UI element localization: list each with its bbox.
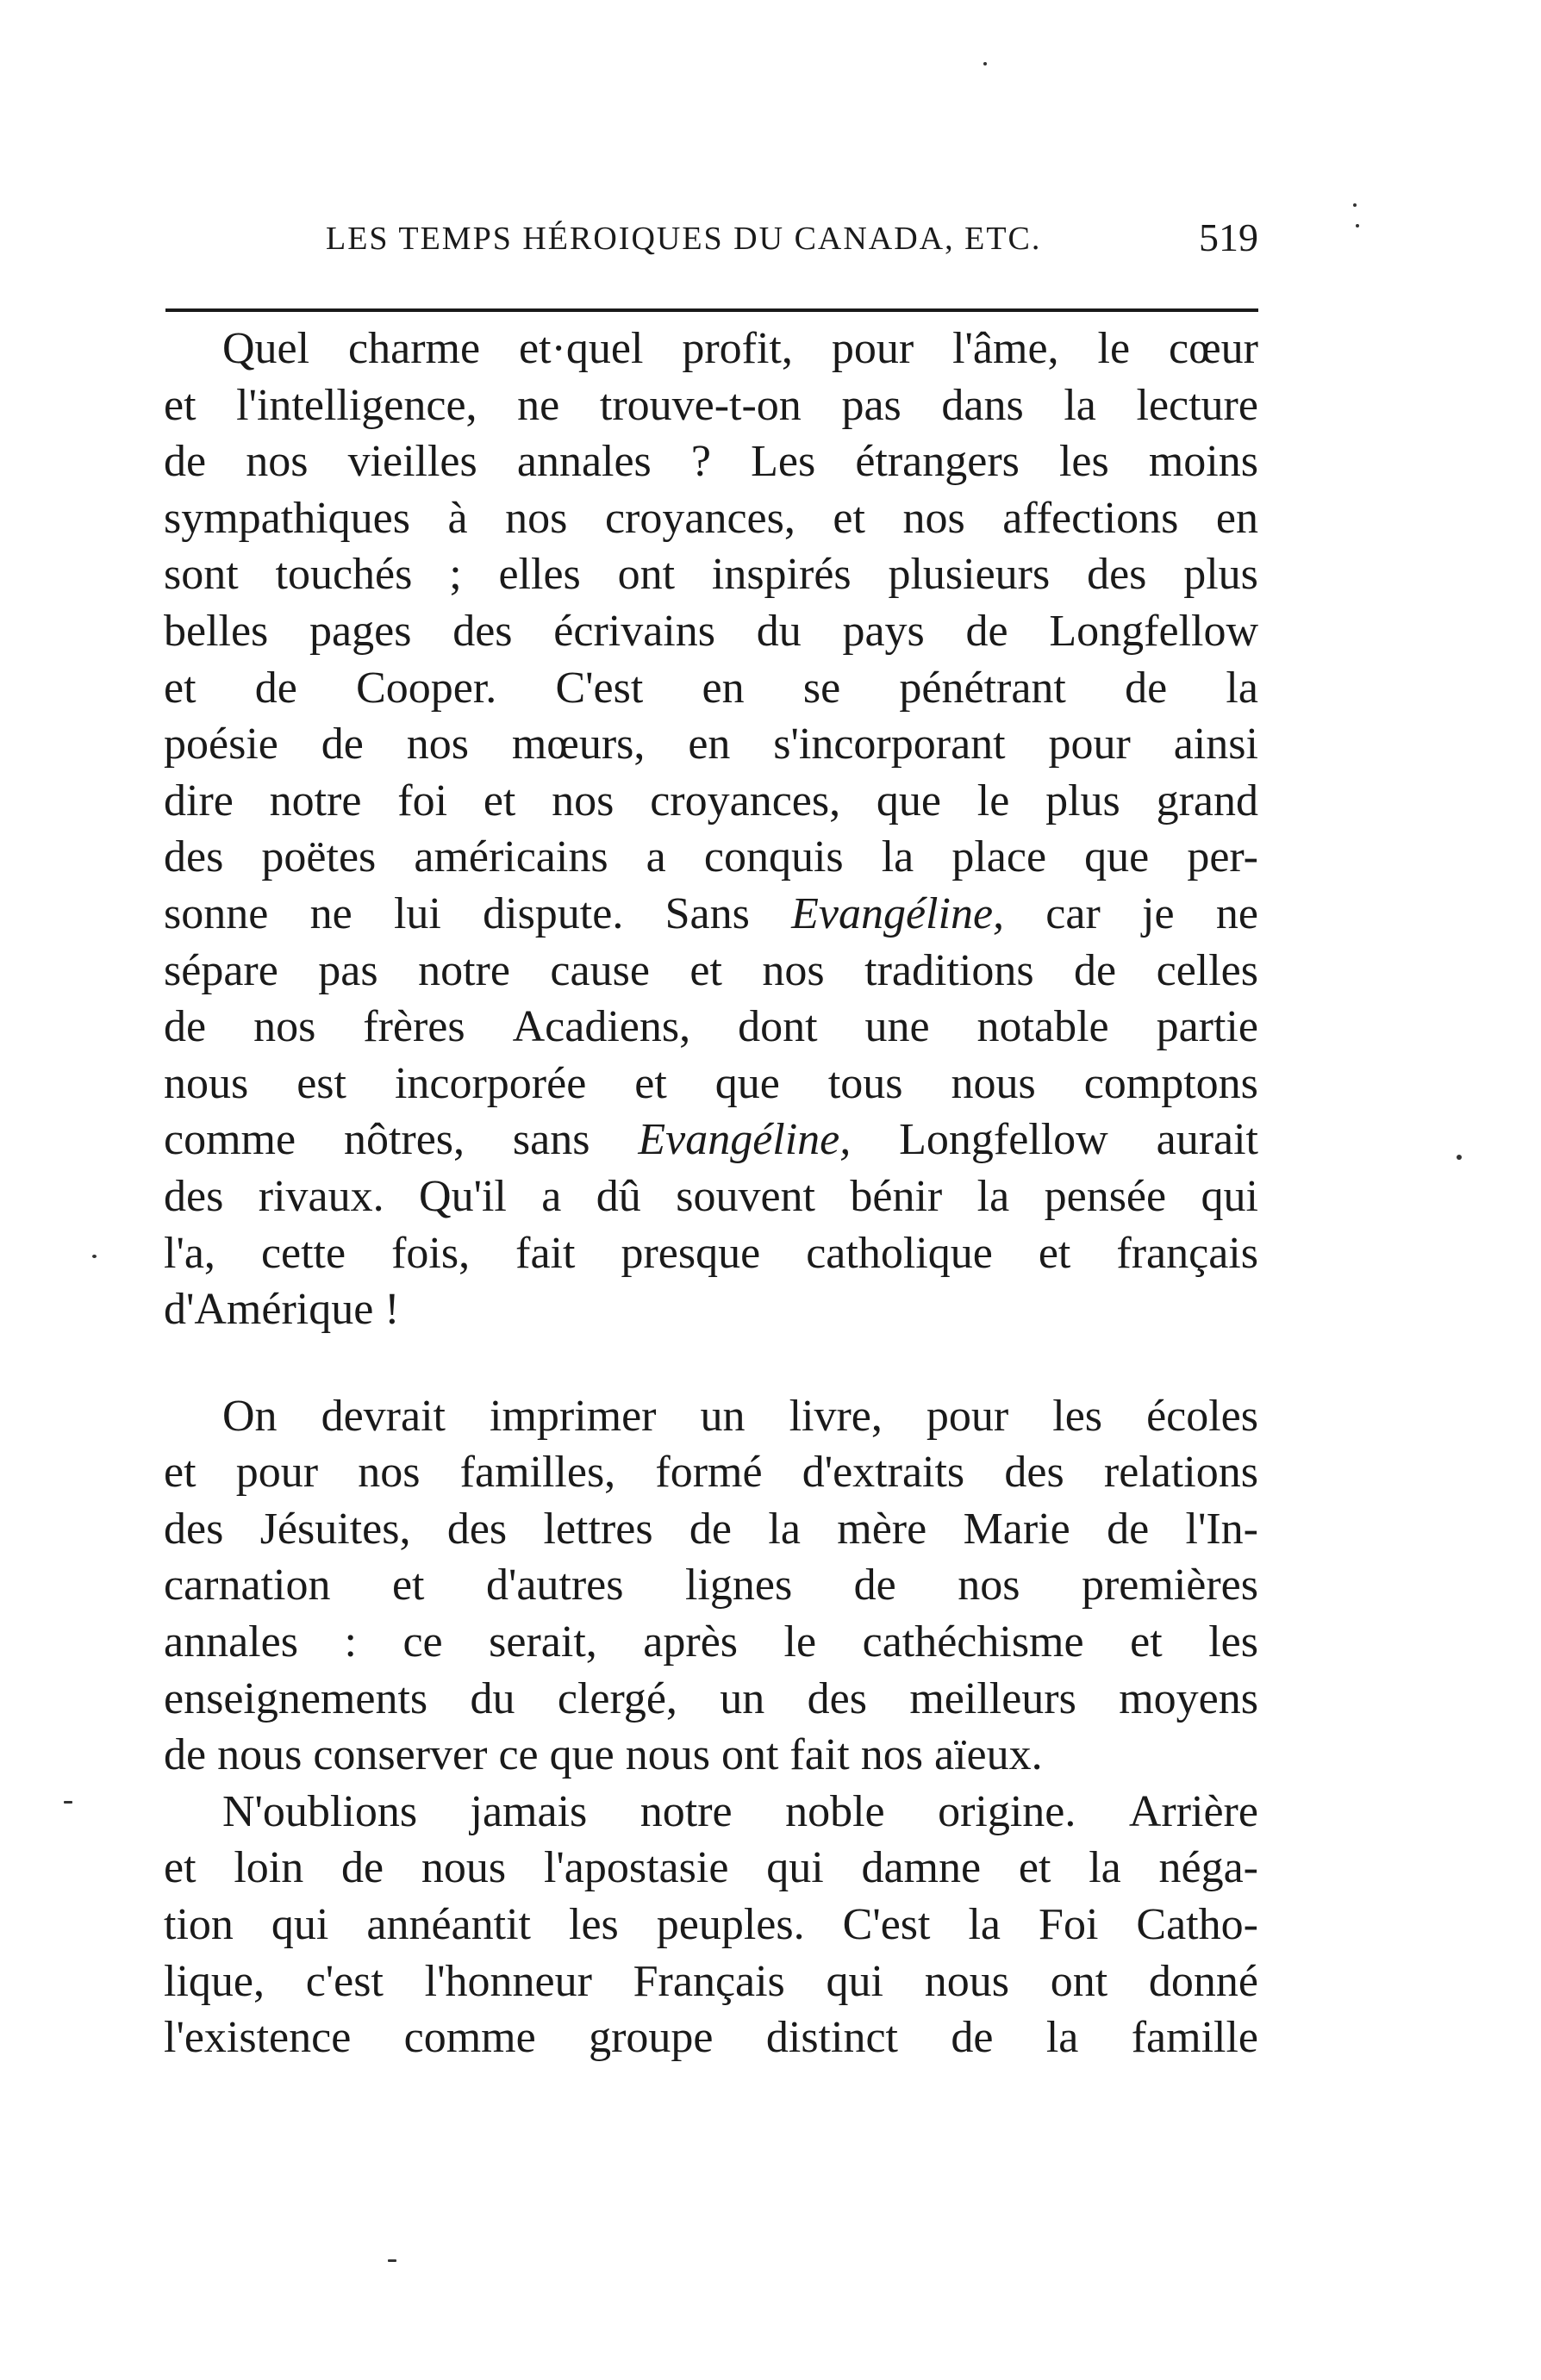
word: lettres (543, 1504, 653, 1554)
word: de (853, 1561, 896, 1611)
word: famille (1131, 2013, 1258, 2063)
word: peuples. (656, 1900, 805, 1950)
word: aïeux. (933, 1730, 1043, 1780)
word: formé (655, 1448, 763, 1498)
word: dire (164, 776, 234, 826)
word: annales (516, 437, 652, 487)
word: de (164, 1730, 207, 1780)
word: des (807, 1673, 867, 1723)
word: lique, (164, 1956, 265, 2006)
word: et (391, 1561, 425, 1611)
word: pays (842, 606, 925, 656)
word: ne (517, 380, 560, 430)
word: Foi (1039, 1900, 1099, 1950)
word: sympathiques (164, 493, 410, 543)
word: C'est (842, 1900, 931, 1950)
word: conquis (703, 832, 844, 882)
word: nos (552, 776, 615, 826)
word: nos (406, 720, 469, 769)
word: dispute. (483, 888, 624, 938)
word: un (700, 1391, 746, 1441)
word: nos (505, 493, 568, 543)
word: en (1215, 493, 1258, 543)
word: On (222, 1391, 278, 1441)
word: belles (164, 606, 269, 656)
word: et (1018, 1843, 1051, 1893)
word: donné (1148, 1956, 1258, 2006)
text-line (164, 490, 1258, 547)
word: nôtres, (343, 1115, 465, 1165)
word: devrait (321, 1391, 446, 1441)
word: origine. (938, 1786, 1076, 1836)
word: que (714, 1058, 780, 1108)
word: presque (621, 1228, 761, 1278)
text-line (164, 1056, 1258, 1112)
word: qui (1201, 1171, 1258, 1221)
word: de (321, 720, 364, 769)
word: nous (164, 1058, 249, 1108)
word: car (1045, 888, 1101, 938)
word: la (881, 832, 914, 882)
word: premières (1081, 1561, 1258, 1611)
word: la (968, 1900, 1001, 1950)
running-title: LES TEMPS HÉROIQUES DU CANADA, ETC. (326, 221, 1042, 257)
word: notre (639, 1786, 733, 1836)
text-line (164, 1501, 1258, 1558)
text-line (164, 1557, 1258, 1614)
word: le (976, 776, 1010, 826)
word: d'autres (485, 1561, 624, 1611)
word: et·quel (519, 324, 644, 373)
word: se (802, 663, 841, 713)
text-line (164, 1281, 1258, 1338)
word: nos (358, 1448, 421, 1498)
word: inspirés (711, 550, 852, 600)
word: les (1208, 1617, 1258, 1667)
word: des (164, 832, 224, 882)
word: nos (246, 437, 309, 487)
word: Catho- (1136, 1900, 1258, 1950)
word: une (864, 1002, 930, 1052)
word: écoles (1146, 1391, 1258, 1441)
word: à (447, 493, 468, 543)
word: lui (393, 888, 441, 938)
word: enseignements (164, 1673, 428, 1723)
word: per- (1187, 832, 1258, 882)
text-line (164, 1784, 1258, 1841)
word: tous (827, 1058, 903, 1108)
word: C'est (555, 663, 644, 713)
word: livre, (789, 1391, 883, 1441)
word: c'est (305, 1956, 384, 2006)
word: nous (951, 1058, 1036, 1108)
scan-speck (1457, 1155, 1462, 1160)
word: fait (789, 1730, 850, 1780)
word: de (1074, 945, 1117, 995)
word: l'honneur (424, 1956, 592, 2006)
scan-speck (983, 62, 987, 65)
text-line (164, 999, 1258, 1056)
word: carnation (164, 1561, 331, 1611)
word: sépare (164, 945, 278, 995)
word: comme (403, 2013, 536, 2063)
word: pénétrant (899, 663, 1066, 713)
word: Jésuites, (259, 1504, 411, 1554)
text-line (164, 433, 1258, 490)
paragraph (164, 1388, 1258, 1784)
word: la (1064, 380, 1096, 430)
text-line (164, 1671, 1258, 1728)
word: américains (414, 832, 608, 882)
word: rivaux. (258, 1171, 384, 1221)
word: jamais (470, 1786, 588, 1836)
text-line (164, 321, 1258, 377)
word: de (164, 437, 207, 487)
page-number: 519 (1199, 215, 1258, 259)
word: des (1087, 550, 1147, 600)
word: et (164, 1843, 197, 1893)
word: poésie (164, 720, 278, 769)
text-line (164, 546, 1258, 603)
word: pour (1048, 720, 1131, 769)
word: ce (402, 1617, 443, 1667)
text-line (164, 377, 1258, 434)
word: nous (625, 1730, 710, 1780)
word: familles, (459, 1448, 616, 1498)
text-line (164, 1727, 1258, 1784)
word: vieilles (347, 437, 477, 487)
word: Longfellow (1049, 606, 1258, 656)
word: est (296, 1058, 346, 1108)
word: incorporée (394, 1058, 587, 1108)
word: de (965, 606, 1008, 656)
word: lignes (684, 1561, 793, 1611)
word: a (646, 832, 666, 882)
text-line (164, 886, 1258, 943)
page-header (326, 215, 1258, 271)
word: et (164, 380, 197, 430)
word: cœur (1168, 324, 1258, 373)
text-line (164, 1840, 1258, 1897)
word: la (768, 1504, 801, 1554)
word: croyances, (604, 493, 795, 543)
word: Sans (664, 888, 750, 938)
word: l'a, (164, 1228, 215, 1278)
word: pas (318, 945, 378, 995)
word: pas (841, 380, 902, 430)
word: pour (926, 1391, 1009, 1441)
word: ont (617, 550, 676, 600)
text-line (164, 716, 1258, 773)
word: dont (738, 1002, 818, 1052)
word: s'incorporant (773, 720, 1006, 769)
word: Evangéline, (638, 1115, 852, 1165)
word: et (164, 1448, 197, 1498)
word: du (470, 1673, 515, 1723)
word: dû (596, 1171, 641, 1221)
word: des (446, 1504, 508, 1554)
word: qui (766, 1843, 824, 1893)
word: N'oublions (222, 1786, 418, 1836)
word: nous (924, 1956, 1009, 2006)
word: des (1004, 1448, 1064, 1498)
word: Français (633, 1956, 785, 2006)
word: notre (269, 776, 362, 826)
word: que (1084, 832, 1150, 882)
paragraph (164, 1784, 1258, 2066)
word: annales (164, 1617, 298, 1667)
word: l'intelligence, (236, 380, 477, 430)
paragraph (164, 321, 1258, 1338)
text-line (164, 1388, 1258, 1445)
word: ? (690, 437, 711, 487)
word: pour (831, 324, 914, 373)
word: de (341, 1843, 384, 1893)
word: nos (958, 1561, 1020, 1611)
text-line (164, 2009, 1258, 2066)
word: clergé, (557, 1673, 677, 1723)
word: néga- (1158, 1843, 1258, 1893)
text-line (164, 1953, 1258, 2010)
word: souvent (676, 1171, 815, 1221)
word: de (1125, 663, 1168, 713)
word: sans (512, 1115, 590, 1165)
word: en (702, 663, 745, 713)
word: serait, (489, 1617, 597, 1667)
word: charme (348, 324, 481, 373)
word: touchés (275, 550, 413, 600)
word: a (541, 1171, 562, 1221)
word: affections (1002, 493, 1179, 543)
word: loin (234, 1843, 304, 1893)
word: l'âme, (952, 324, 1059, 373)
word: et (689, 945, 722, 995)
word: nos (860, 1730, 923, 1780)
word: de (254, 663, 297, 713)
word: distinct (765, 2013, 898, 2063)
word: la (1089, 1843, 1121, 1893)
word: nos (902, 493, 965, 543)
word: grand (1156, 776, 1258, 826)
word: moyens (1119, 1673, 1258, 1723)
header-rule (165, 308, 1258, 312)
word: cathéchisme (862, 1617, 1084, 1667)
word: meilleurs (909, 1673, 1076, 1723)
word: de (951, 2013, 994, 2063)
word: croyances, (650, 776, 841, 826)
word: profit, (682, 324, 793, 373)
word: du (756, 606, 802, 656)
word: les (569, 1900, 619, 1950)
word: et (1130, 1617, 1163, 1667)
word: fois, (391, 1228, 471, 1278)
word: français (1116, 1228, 1258, 1278)
word: Les (751, 437, 816, 487)
paragraph-gap (164, 1338, 1258, 1388)
word: Cooper. (356, 663, 497, 713)
word: nous (217, 1730, 303, 1780)
word: Longfellow (899, 1115, 1108, 1165)
word: notre (418, 945, 510, 995)
word: Quel (222, 324, 310, 373)
scan-speck (1356, 224, 1359, 227)
text-line (164, 773, 1258, 830)
word: nos (253, 1002, 316, 1052)
text-line (164, 1897, 1258, 1953)
word: nous (421, 1843, 507, 1893)
scan-speck (388, 2259, 396, 2262)
word: pages (309, 606, 412, 656)
word: foi (397, 776, 448, 826)
word: après (643, 1617, 739, 1667)
word: sonne (164, 888, 269, 938)
word: étrangers (855, 437, 1020, 487)
word: imprimer (490, 1391, 657, 1441)
word: ont (1050, 1956, 1108, 2006)
word: moins (1148, 437, 1258, 487)
word: trouve-t-on (599, 380, 802, 430)
word: place (951, 832, 1047, 882)
body-text (164, 321, 1258, 2066)
word: sont (164, 550, 239, 600)
scan-speck (1353, 203, 1357, 207)
word: l'existence (164, 2013, 352, 2063)
word: qui (271, 1900, 329, 1950)
word: poëtes (261, 832, 377, 882)
text-line (164, 1225, 1258, 1282)
word: damne (861, 1843, 982, 1893)
word: traditions (864, 945, 1034, 995)
word: mère (837, 1504, 927, 1554)
word: Marie (963, 1504, 1070, 1554)
word: qui (826, 1956, 883, 2006)
text-line (164, 943, 1258, 1000)
word: aurait (1156, 1115, 1258, 1165)
word: nos (762, 945, 825, 995)
word: des (452, 606, 513, 656)
word: frères (363, 1002, 465, 1052)
word: la (1045, 2013, 1079, 2063)
word: et (1038, 1228, 1071, 1278)
word: ne (1215, 888, 1258, 938)
text-line (164, 1444, 1258, 1501)
text-line (164, 1614, 1258, 1671)
word: et (634, 1058, 667, 1108)
word: relations (1103, 1448, 1258, 1498)
word: conserver (313, 1730, 488, 1780)
text-line (164, 603, 1258, 660)
word: plus (1045, 776, 1120, 826)
word: ce (498, 1730, 539, 1780)
word: pour (235, 1448, 319, 1498)
word: et (833, 493, 865, 543)
word: ainsi (1173, 720, 1258, 769)
word: Acadiens, (512, 1002, 691, 1052)
word: je (1142, 888, 1175, 938)
word: tion (164, 1900, 234, 1950)
word: que (549, 1730, 615, 1780)
text-line (164, 1168, 1258, 1225)
word: plus (1183, 550, 1258, 600)
word: annéantit (366, 1900, 531, 1950)
word: d'Amérique (164, 1285, 374, 1335)
word: plusieurs (888, 550, 1051, 600)
word: de (1107, 1504, 1150, 1554)
word: la (1226, 663, 1258, 713)
word: l'apostasie (543, 1843, 729, 1893)
word: ne (309, 888, 352, 938)
word: groupe (589, 2013, 714, 2063)
word: pensée (1044, 1171, 1167, 1221)
word: l'In- (1185, 1504, 1258, 1554)
word: d'extraits (802, 1448, 965, 1498)
word: en (688, 720, 731, 769)
word: le (783, 1617, 817, 1667)
word: mœurs, (511, 720, 646, 769)
word: ; (449, 550, 462, 600)
word: Qu'il (419, 1171, 507, 1221)
word: de (164, 1002, 207, 1052)
word: les (1058, 437, 1109, 487)
word: notable (976, 1002, 1109, 1052)
word: cette (260, 1228, 346, 1278)
word: comme (164, 1115, 296, 1165)
word: partie (1156, 1002, 1258, 1052)
word: fait (515, 1228, 576, 1278)
word: les (1052, 1391, 1103, 1441)
word: elles (498, 550, 581, 600)
word: : (344, 1617, 357, 1667)
word: lecture (1136, 380, 1258, 430)
word: un (720, 1673, 765, 1723)
word: celles (1156, 945, 1258, 995)
word: écrivains (553, 606, 715, 656)
word: et (164, 663, 197, 713)
word: noble (785, 1786, 885, 1836)
word: des (164, 1171, 224, 1221)
word: ont (721, 1730, 779, 1780)
scan-speck (92, 1255, 97, 1258)
scan-speck (64, 1801, 72, 1804)
word: de (689, 1504, 733, 1554)
text-line (164, 660, 1258, 717)
word: et (483, 776, 516, 826)
word: que (876, 776, 941, 826)
text-line (164, 829, 1258, 886)
word: bénir (850, 1171, 943, 1221)
text-line (164, 1112, 1258, 1168)
word: le (1097, 324, 1131, 373)
word: Evangéline, (791, 888, 1005, 938)
word: cause (550, 945, 650, 995)
word: Arrière (1128, 1786, 1258, 1836)
word: la (976, 1171, 1010, 1221)
word: comptons (1083, 1058, 1258, 1108)
word: des (164, 1504, 224, 1554)
word: dans (941, 380, 1024, 430)
word: ! (384, 1285, 400, 1335)
word: catholique (806, 1228, 993, 1278)
